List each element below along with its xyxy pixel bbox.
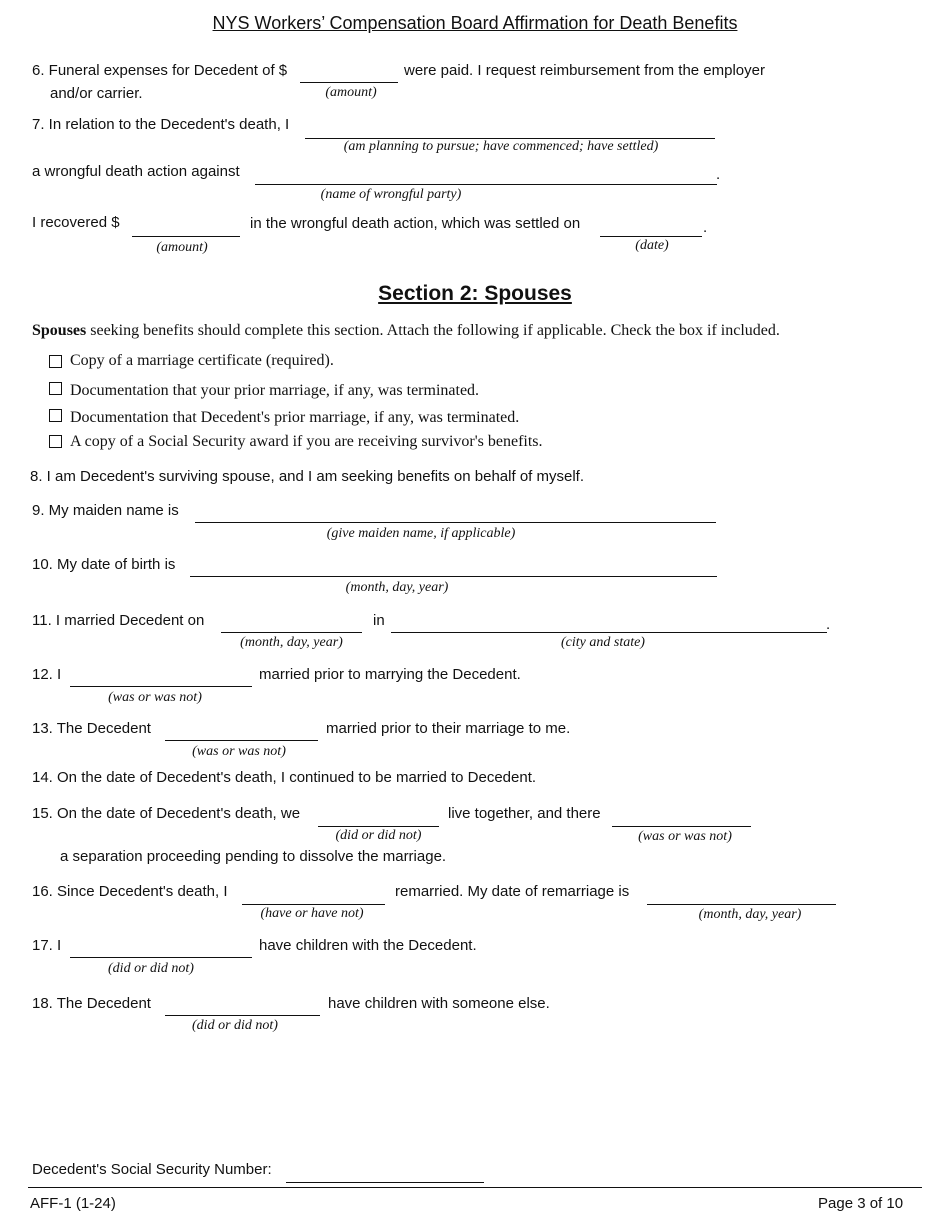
item-11-period: . — [826, 616, 831, 633]
marriage-date-hint: (month, day, year) — [240, 635, 343, 650]
checklist-item-label: A copy of a Social Security award if you are receiving survivor's benefits. — [70, 433, 543, 450]
recovered-period: . — [703, 219, 708, 236]
item-15-continued: a separation proceeding pending to dissolve the marriage. — [60, 848, 447, 865]
recovered-label: I recovered $ — [32, 214, 120, 231]
checkbox-marriage-certificate[interactable] — [49, 355, 62, 368]
item-10-label: 10. My date of birth is — [32, 556, 176, 573]
remarried-field[interactable] — [242, 904, 385, 905]
item-13-label: 13. The Decedent — [32, 720, 151, 737]
item-8: 8. I am Decedent's surviving spouse, and I am seeking benefits on behalf of myself. — [30, 468, 584, 485]
item-7-label: 7. In relation to the Decedent's death, I — [32, 116, 290, 133]
decedent-prior-marriage-hint: (was or was not) — [192, 744, 286, 759]
section-2-intro-text: seeking benefits should complete this section. Attach the following if applicable. Check the box if included. — [86, 322, 780, 339]
maiden-name-hint: (give maiden name, if applicable) — [326, 526, 516, 541]
item-16-label: 16. Since Decedent's death, I — [32, 883, 228, 900]
recovered-text: in the wrongful death action, which was settled on — [250, 215, 581, 232]
checklist-item-label: Copy of a marriage certificate (required). — [70, 352, 334, 369]
item-12-text: married prior to marrying the Decedent. — [259, 666, 521, 683]
item-16-text: remarried. My date of remarriage is — [395, 883, 630, 900]
page-title: NYS Workers’ Compensation Board Affirmation for Death Benefits — [212, 13, 738, 33]
item-11-in: in — [373, 612, 385, 629]
checkbox-social-security-award[interactable] — [49, 435, 62, 448]
claimant-prior-marriage-hint: (was or was not) — [108, 690, 202, 705]
checklist-item-label: Documentation that Decedent's prior marriage, if any, was terminated. — [70, 409, 520, 426]
decedent-other-children-hint: (did or did not) — [192, 1018, 278, 1033]
section-2-heading: Section 2: Spouses — [378, 282, 572, 305]
maiden-name-field[interactable] — [195, 522, 716, 523]
item-12-label: 12. I — [32, 666, 62, 683]
section-2-intro-bold: Spouses — [32, 322, 87, 339]
settled-date-field[interactable] — [600, 236, 702, 237]
page-number: Page 3 of 10 — [818, 1195, 904, 1212]
form-id: AFF-1 (1-24) — [30, 1195, 116, 1212]
marriage-place-field[interactable] — [391, 632, 827, 633]
recovered-amount-hint: (amount) — [156, 240, 208, 255]
children-with-decedent-field[interactable] — [70, 957, 252, 958]
ssn-field[interactable] — [286, 1182, 484, 1183]
wrongful-party-hint: (name of wrongful party) — [320, 187, 462, 202]
remarriage-date-hint: (month, day, year) — [698, 907, 802, 922]
item-14: 14. On the date of Decedent's death, I continued to be married to Decedent. — [32, 769, 537, 786]
settled-date-hint: (date) — [635, 238, 669, 253]
item-6-continued: and/or carrier. — [50, 85, 143, 102]
decedent-prior-marriage-field[interactable] — [165, 740, 318, 741]
checkbox-decedent-prior-marriage-terminated[interactable] — [49, 409, 62, 422]
decedent-other-children-field[interactable] — [165, 1015, 320, 1016]
item-7-line2: a wrongful death action against — [32, 163, 240, 180]
lived-together-field[interactable] — [318, 826, 439, 827]
separation-proceeding-hint: (was or was not) — [638, 829, 732, 844]
item-6-text: were paid. I request reimbursement from the employer — [404, 62, 765, 79]
item-11-label: 11. I married Decedent on — [32, 612, 205, 629]
item-18-label: 18. The Decedent — [32, 995, 151, 1012]
remarriage-date-field[interactable] — [647, 904, 836, 905]
date-of-birth-field[interactable] — [190, 576, 717, 577]
date-of-birth-hint: (month, day, year) — [345, 580, 449, 595]
item-7-period: . — [716, 166, 721, 183]
item-15-text: live together, and there — [448, 805, 601, 822]
section-2-intro — [32, 322, 780, 340]
checkbox-prior-marriage-terminated[interactable] — [49, 382, 62, 395]
recovered-amount-field[interactable] — [132, 236, 240, 237]
item-15-label: 15. On the date of Decedent's death, we — [32, 805, 301, 822]
item-13-text: married prior to their marriage to me. — [326, 720, 571, 737]
item-17-label: 17. I — [32, 937, 62, 954]
funeral-amount-hint: (amount) — [325, 85, 377, 100]
wrongful-party-field[interactable] — [255, 184, 717, 185]
separation-proceeding-field[interactable] — [612, 826, 751, 827]
checklist-item-label: Documentation that your prior marriage, if any, was terminated. — [70, 382, 480, 399]
footer-divider — [28, 1187, 922, 1188]
item-17-text: have children with the Decedent. — [259, 937, 477, 954]
marriage-date-field[interactable] — [221, 632, 362, 633]
claimant-prior-marriage-field[interactable] — [70, 686, 252, 687]
funeral-amount-field[interactable] — [300, 82, 398, 83]
item-9-label: 9. My maiden name is — [32, 502, 179, 519]
children-with-decedent-hint: (did or did not) — [108, 961, 194, 976]
marriage-place-hint: (city and state) — [561, 635, 645, 650]
wrongful-death-status-hint: (am planning to pursue; have commenced; have settled) — [343, 139, 659, 154]
item-6-label: 6. Funeral expenses for Decedent of $ — [32, 62, 288, 79]
ssn-label: Decedent's Social Security Number: — [32, 1161, 272, 1178]
remarried-hint: (have or have not) — [260, 906, 364, 921]
item-18-text: have children with someone else. — [328, 995, 550, 1012]
lived-together-hint: (did or did not) — [335, 828, 422, 843]
